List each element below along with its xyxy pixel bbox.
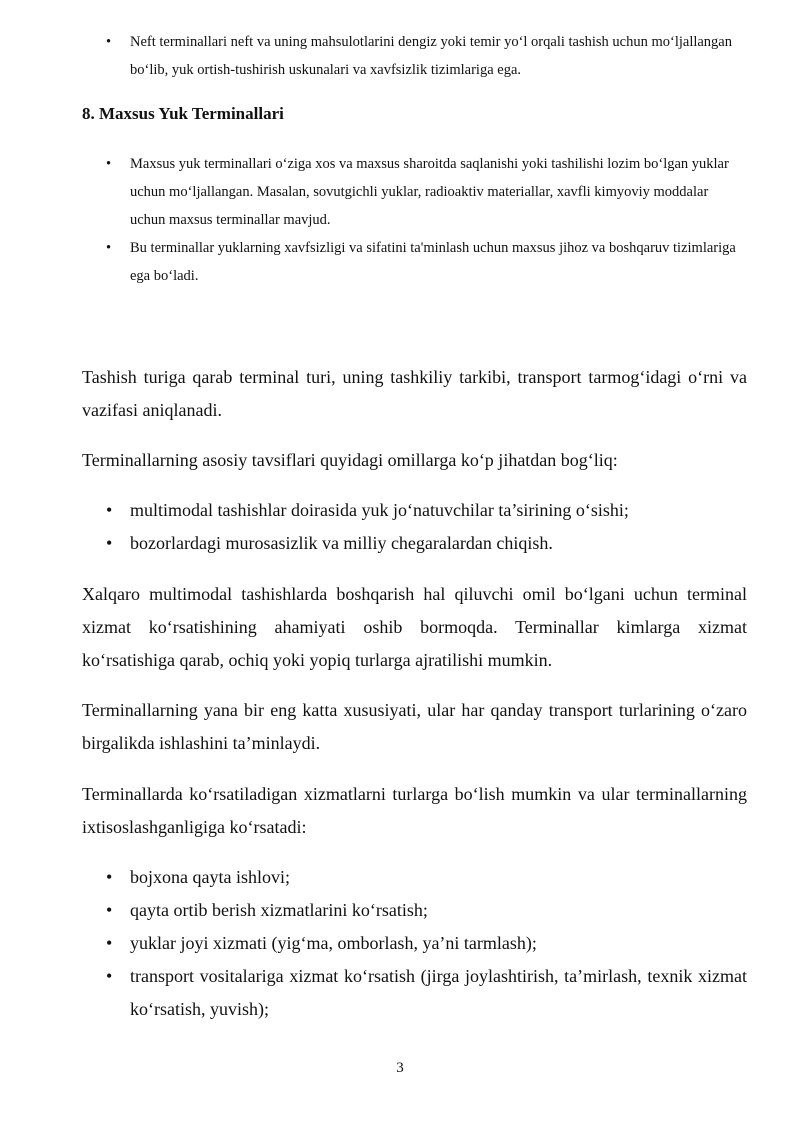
list-item: • yuklar joyi xizmati (yig‘ma, omborlash, ya’ni tarmlash); [0,927,800,960]
list-item: • Bu terminallar yuklarning xavfsizligi va sifatini ta'minlash uchun maxsus jihoz va boshqaruv tizimlariga ega bo‘ladi. [0,234,800,290]
list-item: • Neft terminallari neft va uning mahsulotlarini dengiz yoki temir yo‘l orqali tashish uchun mo‘ljallangan bo‘lib, yuk ortish-tushirish uskunalari va xavfsizlik tizimlariga ega. [0,28,800,84]
page-number: 3 [396,1060,404,1076]
list-item: • multimodal tashishlar doirasida yuk jo‘natuvchilar ta’sirining o‘sishi; [0,494,800,527]
list-item: • bozorlardagi murosasizlik va milliy chegaralardan chiqish. [0,527,800,560]
paragraph: Terminallarning yana bir eng katta xususiyati, ular har qanday transport turlarining o‘zaro birgalikda ishlashini ta’minlaydi. [82,700,747,753]
factors-list [0,494,800,560]
paragraph: Tashish turiga qarab terminal turi, uning tashkiliy tarkibi, transport tarmog‘idagi o‘rni va vazifasi aniqlanadi. [82,367,747,420]
list-item: • bojxona qayta ishlovi; [0,861,800,894]
list-item: • qayta ortib berish xizmatlarini ko‘rsatish; [0,894,800,927]
section-heading: 8. Maxsus Yuk Terminallari [82,104,284,123]
paragraph: Xalqaro multimodal tashishlarda boshqarish hal qiluvchi omil bo‘lgani uchun terminal xizmat ko‘rsatishining ahamiyati oshib bormoqda. Terminallar kimlarga xizmat ko‘rsatishiga qarab, ochiq yoki yopiq turlarga ajratilishi mumkin. [82,584,747,670]
special-terminal-list [0,150,800,290]
paragraph: Terminallarda ko‘rsatiladigan xizmatlarni turlarga bo‘lish mumkin va ular terminallarning ixtisoslashganligiga ko‘rsatadi: [82,784,747,837]
list-item: • transport vositalariga xizmat ko‘rsatish (jirga joylashtirish, ta’mirlash, texnik xizmat ko‘rsatish, yuvish); [0,960,800,1026]
list-item: • Maxsus yuk terminallari o‘ziga xos va maxsus sharoitda saqlanishi yoki tashilishi lozim bo‘lgan yuklar uchun mo‘ljallangan. Masalan, sovutgichli yuklar, radioaktiv materiallar, xavfli kimyoviy moddalar uchun maxsus terminallar mavjud. [0,150,800,234]
oil-terminal-list [0,28,800,84]
services-list [0,861,800,1026]
paragraph: Terminallarning asosiy tavsiflari quyidagi omillarga ko‘p jihatdan bog‘liq: [82,450,618,470]
